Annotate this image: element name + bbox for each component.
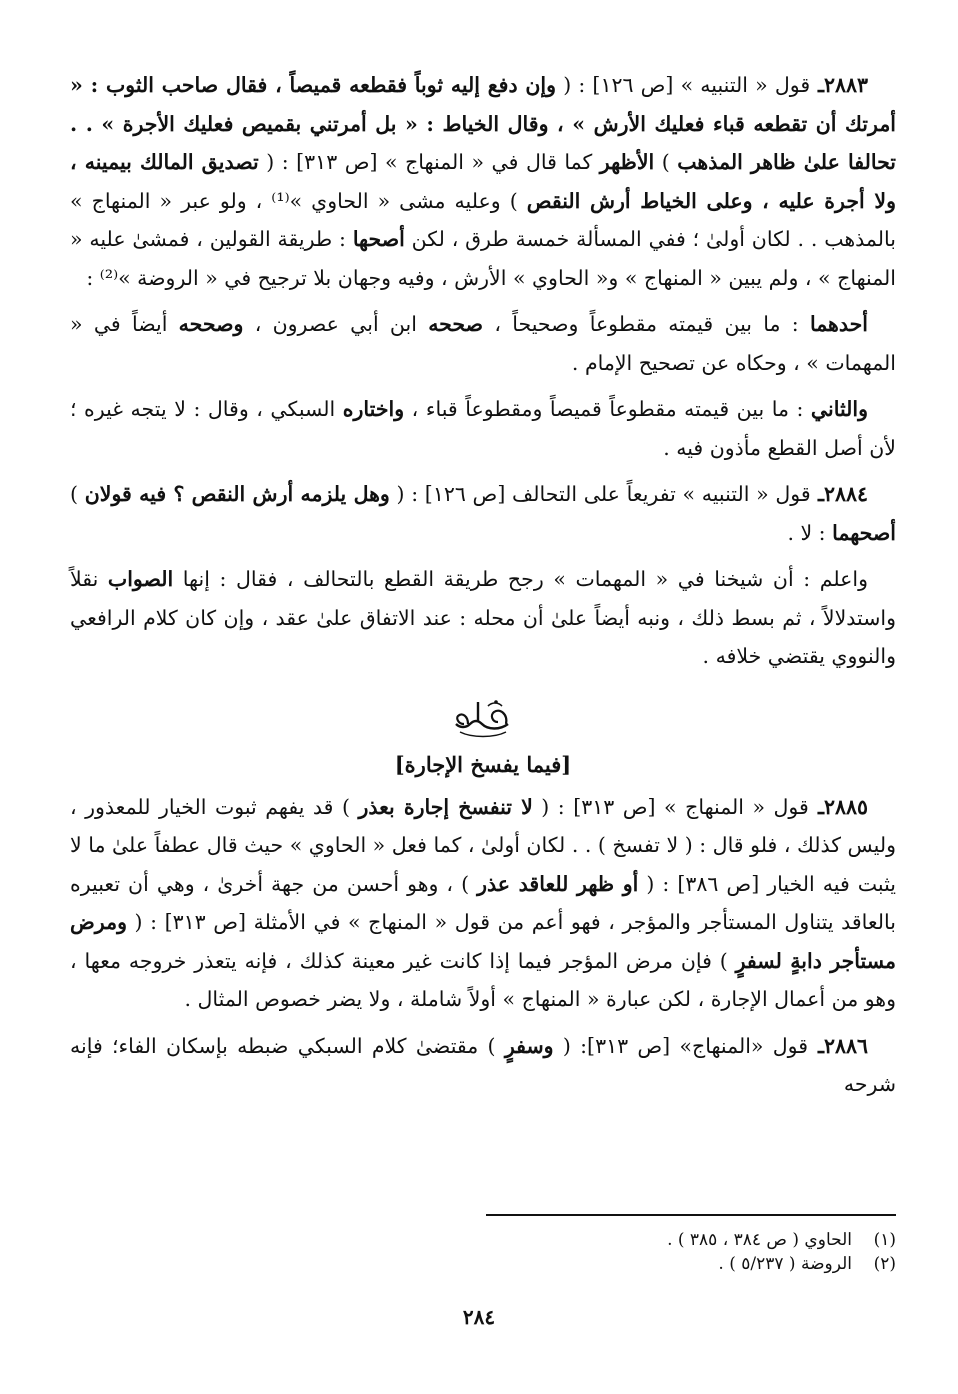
footnote-text: الحاوي ( ص ٣٨٤ ، ٣٨٥ ) . (667, 1230, 852, 1250)
text-run: أيضاً في « المهمات » ، وحكاه عن تصحيح الإمام . (70, 312, 896, 375)
paragraphs-after-section (70, 788, 896, 1104)
bold-text: لا تنفسخ إجارة بعذر (358, 794, 533, 819)
paragraph-p-first (70, 305, 896, 382)
text-run: ) قد يفهم ثبوت الخيار للمعذور ، وليس كذلك ، فلو قال : ( لا تفسخ ) . . لكان أولىٰ ، كما فعل « الحاوي » حيث قال عطفاً علىٰ ما لا يثبت فيه الخيار [ص ٣٨٦] : ( (70, 794, 896, 896)
bold-text: واختاره (342, 397, 405, 421)
section-subtitle: [فيما يفسخ الإجارة] (394, 751, 572, 777)
text-run: ) وعليه مشى « الحاوي »⁽¹⁾ ، ولو عبر « المنهاج » بالمذهب . . لكان أولىٰ ؛ ففي المسألة خمسة طرق ، لكن (70, 188, 896, 251)
bold-text: أصحهما (832, 520, 896, 545)
paragraphs-before-section (70, 66, 896, 676)
paragraph-p2885 (70, 788, 896, 1019)
bold-text: ٢٨٨٤ـ (810, 482, 869, 506)
bold-text: ومرض مستأجر دابةٍ لسفرٍ (70, 910, 896, 973)
bold-text: ٢٨٨٦ـ (808, 1033, 868, 1058)
text-run: كما قال في « المنهاج » [ص ٣١٣] : ( (258, 150, 600, 174)
footnote-divider (486, 1214, 896, 1216)
bold-text: أحدهما (809, 312, 868, 336)
bold-text: الصواب (107, 567, 174, 591)
text-run: قول « التنبيه » تفريعاً على التحالف [ص ١٢٦] : ( (389, 482, 811, 506)
footnote-number: (٢) (873, 1254, 896, 1274)
bold-text: ٢٨٨٥ـ (808, 794, 869, 819)
page-number: ٢٨٤ (462, 1305, 496, 1329)
bold-text: أو ظهر للعاقد عذر (477, 871, 639, 896)
text-run: ) (70, 482, 85, 506)
bold-text: وصححه (178, 312, 244, 336)
bold-text: والثاني (810, 397, 868, 421)
text-run: نقلاً واستدلالاً ، ثم بسط ذلك ، ونبه أيضاً علىٰ أن محله : عند الاتفاق علىٰ عقد ، وإن كان كلام الرافعي والنووي يقتضي خلافه . (70, 567, 896, 668)
section-ornament (70, 694, 896, 744)
bold-text: الأظهر (599, 150, 655, 174)
bold-text: وسفرٍ (504, 1033, 554, 1058)
text-run: قول «المنهاج» [ص ٣١٣]: ( (553, 1033, 809, 1058)
footnote-item (420, 1252, 896, 1276)
text-run: : لا . (787, 520, 833, 545)
fasl-calligraphy-icon (448, 694, 518, 740)
text-run: : ما بين قيمته مقطوعاً وصحيحاً ، (483, 312, 810, 336)
footnote-item (420, 1228, 896, 1252)
bold-text: وإن دفع إليه ثوباً فقطعه قميصاً ، فقال صاحب الثوب : « أمرتك أن تقطعه قباء فعليك الأرش » ، وقال الخياط : « بل أمرتني بقميص فعليك الأجرة » . . تحالفا علىٰ ظاهر المذهب (70, 73, 897, 174)
text-run: ) (654, 150, 678, 174)
footnote-number: (١) (873, 1230, 896, 1250)
bold-text: صححه (428, 312, 484, 336)
text-run: قول « التنبيه » [ص ١٢٦] : ( (556, 73, 811, 97)
text-run: : ما بين قيمته مقطوعاً قميصاً ومقطوعاً قباء ، (404, 397, 811, 421)
bold-text: ٢٨٨٣ـ (810, 73, 868, 97)
text-run: ) ، وهو أحسن من جهة أخرىٰ ، وهي أن تعبيره بالعاقد يتناول المستأجر والمؤجر ، فهو أعم من قول « المنهاج » في الأمثلة [ص ٣١٣] : ( (70, 871, 896, 934)
paragraph-p-second (70, 390, 896, 467)
text-run: ) مقتضىٰ كلام السبكي ضبطه بإسكان الفاء؛ فإنه شرحه (70, 1033, 896, 1096)
bold-text: أصحها (352, 227, 405, 251)
footnote-text: الروضة ( ٥/٢٣٧ ) . (718, 1254, 852, 1274)
text-run: واعلم : أن شيخنا في « المهمات » رجح طريقة القطع بالتحالف ، فقال : إنها (173, 567, 868, 591)
text-run: قول « المنهاج » [ص ٣١٣] : ( (532, 794, 809, 819)
page-body (70, 66, 896, 1112)
bold-text: وهل يلزمه أرش النقص ؟ فيه قولان (84, 482, 390, 506)
text-run: السبكي ، وقال : لا يتجه غيره ؛ لأن أصل القطع مأذون فيه . (70, 397, 896, 460)
footnotes (420, 1228, 896, 1276)
text-run: ابن أبي عصرون ، (243, 312, 429, 336)
paragraph-p-know (70, 560, 896, 676)
text-run: ) فإن مرض المؤجر فيما إذا كانت غير معينة كذلك ، فإنه يتعذر خروجه معها ، وهو من أعمال الإجارة ، لكن عبارة « المنهاج » أولاً شاملة ، ولا يضر خصوص المثال . (70, 948, 896, 1011)
text-run: : طريقة القولين ، فمشىٰ عليه « المنهاج » ، ولم يبين « المنهاج » و« الحاوي » الأرش ، وفيه وجهان بلا ترجيح في « الروضة »⁽²⁾ : (70, 227, 896, 290)
paragraph-p2886 (70, 1027, 896, 1104)
paragraph-p2883 (70, 66, 896, 297)
paragraph-p2884 (70, 475, 896, 552)
bold-text: تصديق المالك بيمينه ، ولا أجرة عليه ، وعلى الخياط أرش النقص (70, 150, 896, 213)
